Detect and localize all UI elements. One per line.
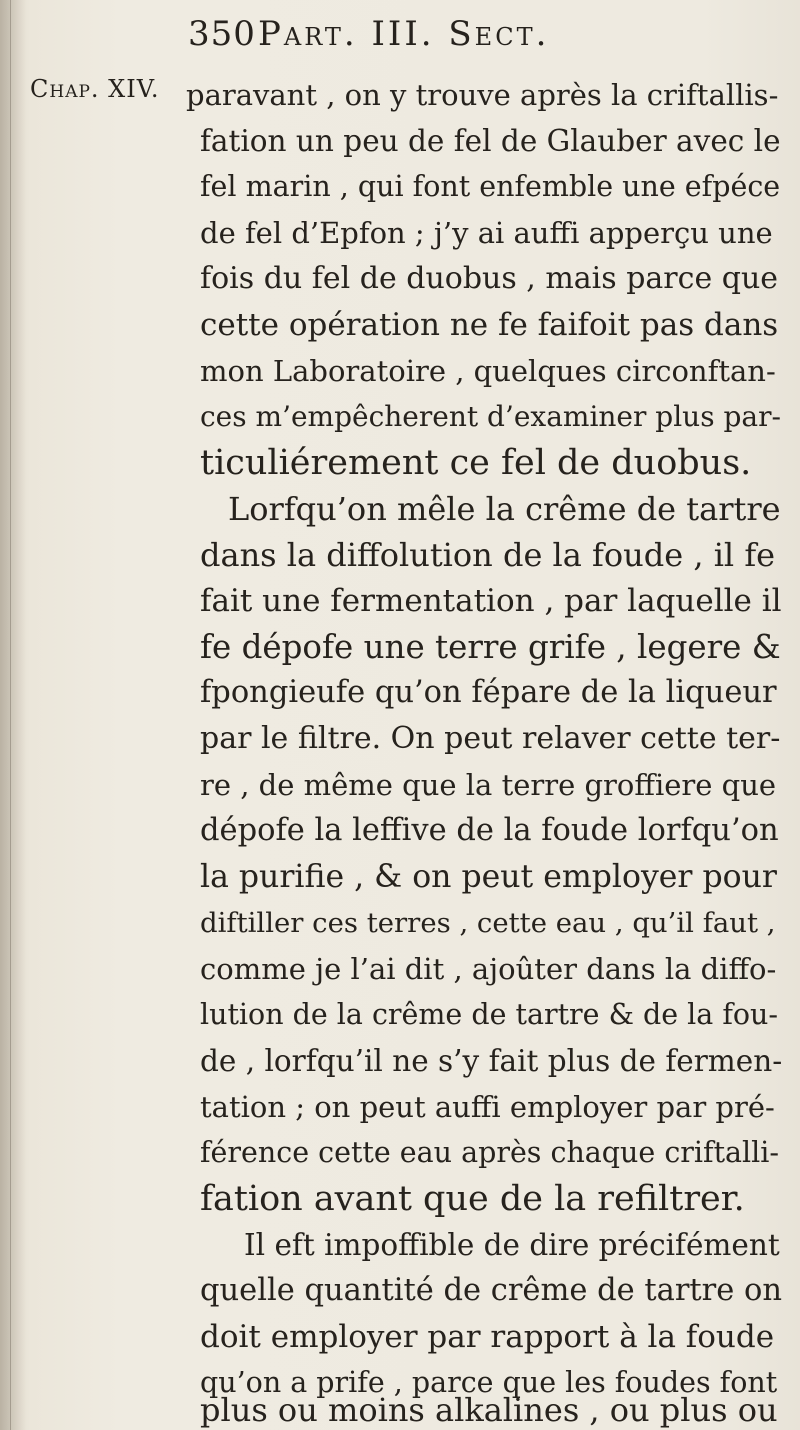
text-line: re , de même que la terre groffiere que <box>200 768 777 802</box>
text-line: ces m’empêcherent d’examiner plus par- <box>200 400 781 433</box>
text-line: fation un peu de fel de Glauber avec le <box>200 124 781 158</box>
text-line: fpongieufe qu’on fépare de la liqueur <box>200 675 777 710</box>
chapter-margin-note: Chap. XIV. <box>30 75 160 103</box>
text-line: férence cette eau après chaque criftalli- <box>200 1136 779 1169</box>
page-gutter-shadow <box>0 0 26 1430</box>
text-line: quelle quantité de crême de tartre on <box>200 1273 783 1308</box>
text-line: par le filtre. On peut relaver cette ter- <box>200 721 781 756</box>
text-line: lution de la crême de tartre & de la fou- <box>200 998 779 1031</box>
text-line: de , lorfqu’il ne s’y fait plus de fermen- <box>200 1044 783 1078</box>
text-line: mon Laboratoire , quelques circonftan- <box>200 354 776 388</box>
text-line: Lorfqu’on mêle la crême de tartre <box>228 490 781 528</box>
text-line: cette opération ne fe faifoit pas dans <box>200 307 779 343</box>
text-line: dans la diffolution de la foude , il fe <box>200 536 776 574</box>
text-line: comme je l’ai dit , ajoûter dans la diffo- <box>200 952 777 986</box>
text-line: diftiller ces terres , cette eau , qu’il faut , <box>200 907 776 939</box>
text-line: fel marin , qui font enfemble une efpéce <box>200 170 781 203</box>
running-head: Part. III. Sect. <box>258 14 550 54</box>
text-line: fois du fel de duobus , mais parce que <box>200 261 779 296</box>
text-line: dépofe la leffive de la foude lorfqu’on <box>200 813 779 848</box>
text-line: fe dépofe une terre grife , legere & <box>200 628 781 666</box>
page-edge-line <box>10 0 11 1430</box>
text-line: Il eft impoffible de dire précifément <box>244 1228 780 1262</box>
text-line: qu’on a prife , parce que les foudes font <box>200 1366 778 1399</box>
text-line: ticuliérement ce fel de duobus. <box>200 443 752 483</box>
text-line: tation ; on peut auffi employer par pré- <box>200 1090 775 1124</box>
text-line: paravant , on y trouve après la criftallis- <box>186 78 779 112</box>
text-line: fation avant que de la refiltrer. <box>200 1179 745 1219</box>
text-line: plus ou moins alkalines , ou plus ou <box>200 1391 778 1429</box>
page-header <box>0 4 800 64</box>
text-line: de fel d’Epfon ; j’y ai auffi apperçu une <box>200 216 773 250</box>
text-line: doit employer par rapport à la foude <box>200 1319 775 1355</box>
text-line: la purifie , & on peut employer pour <box>200 859 777 895</box>
text-line: fait une fermentation , par laquelle il <box>200 583 782 619</box>
page-number: 350 <box>188 14 256 54</box>
